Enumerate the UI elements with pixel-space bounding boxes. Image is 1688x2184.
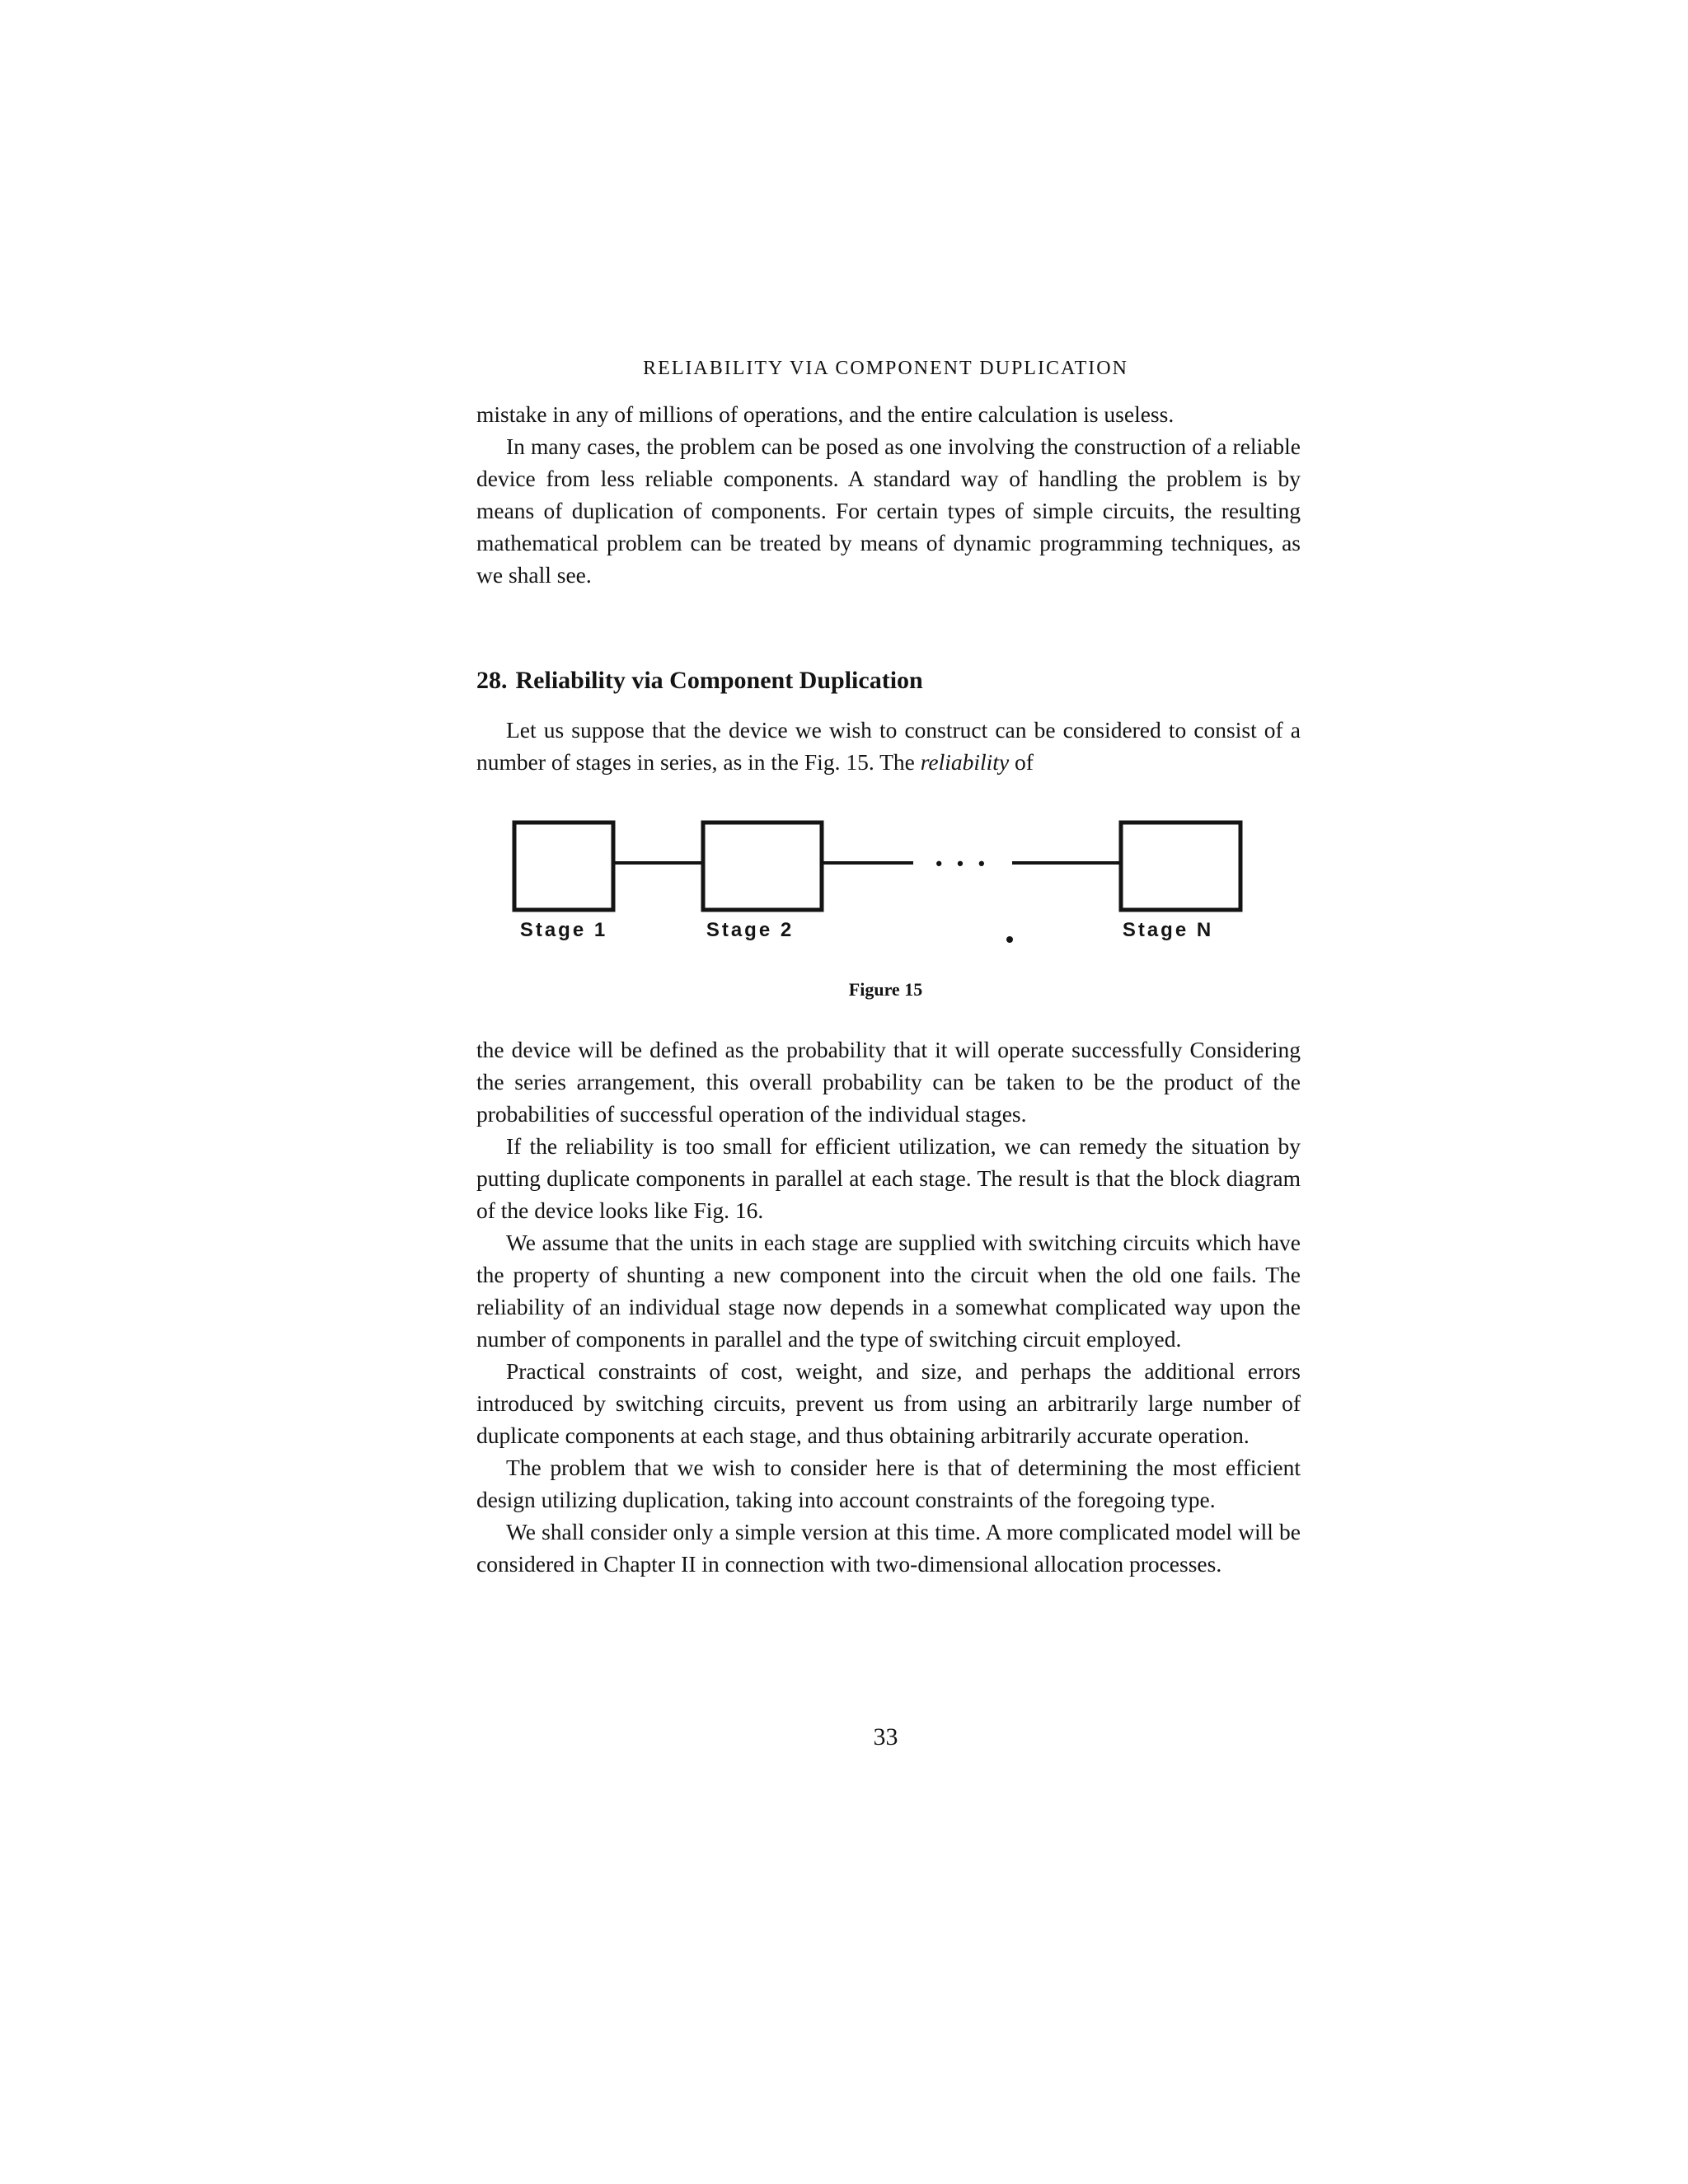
section-heading <box>476 664 923 697</box>
paragraph <box>476 714 1301 778</box>
stage-n-box <box>1121 823 1240 910</box>
ellipsis-dots: • • • <box>935 853 990 874</box>
paragraph: Practical constraints of cost, weight, and size, and perhaps the additional errors introduced by switching circuits, prevent us from using an arbitrarily large number of duplicate components at each stage, and thus obtaining arbitrarily accurate operation. <box>476 1358 1301 1448</box>
paragraph: We assume that the units in each stage are supplied with switching circuits which have the property of shunting a new component into the circuit when the old one fails. The reliability of an individual stage now depends in a somewhat complicated way upon the number of components in parallel and the type of switching circuit employed. <box>476 1230 1301 1352</box>
series-stages-diagram <box>495 812 1286 977</box>
paragraph: In many cases, the problem can be posed as one involving the construction of a reliable device from less reliable components. A standard way of handling the problem is by means of duplication of components. For certain types of simple circuits, the resulting mathematical problem can be treated by means of dynamic programming techniques, as we shall see. <box>476 434 1301 588</box>
stage-1-label: Stage 1 <box>519 919 608 941</box>
intro-text <box>476 398 1301 591</box>
stray-dot <box>1006 936 1013 943</box>
paragraph-continuation: mistake in any of millions of operations, and the entire calculation is useless. <box>476 401 1175 427</box>
paragraph: If the reliability is too small for efficient utilization, we can remedy the situation by putting duplicate components in parallel at each stage. The result is that the block diagram of the device looks like Fig. 16. <box>476 1133 1301 1223</box>
paragraph-continuation: the device will be defined as the probability that it will operate successfully Considering the series arrangement, this overall probability can be taken to be the product of the probabilities of successful operation of the individual stages. <box>476 1037 1301 1127</box>
stage-n-label: Stage N <box>1122 919 1214 941</box>
stage-2-label: Stage 2 <box>706 919 795 941</box>
paragraph-text-before: Let us suppose that the device we wish to construct can be considered to consist of a number of stages in series, as in the Fig. 15. The <box>476 717 1301 775</box>
body-text <box>476 1033 1301 1580</box>
stage-2-box <box>703 823 822 910</box>
emphasis-reliability: reliability <box>920 749 1010 775</box>
figure-caption: Figure 15 <box>848 979 923 1000</box>
running-head: RELIABILITY VIA COMPONENT DUPLICATION <box>643 358 1128 379</box>
section-intro-text <box>476 714 1301 778</box>
stage-1-box <box>514 823 613 910</box>
paragraph: We shall consider only a simple version at this time. A more complicated model will be considered in Chapter II in connection with two-dimensional allocation processes. <box>476 1519 1301 1577</box>
page-number: 33 <box>873 1723 898 1750</box>
section-title: Reliability via Component Duplication <box>515 667 923 694</box>
section-number: 28. <box>476 667 508 694</box>
paragraph: The problem that we wish to consider here is that of determining the most efficient design utilizing duplication, taking into account constraints of the foregoing type. <box>476 1455 1301 1512</box>
paragraph-text-after: of <box>1009 749 1034 775</box>
